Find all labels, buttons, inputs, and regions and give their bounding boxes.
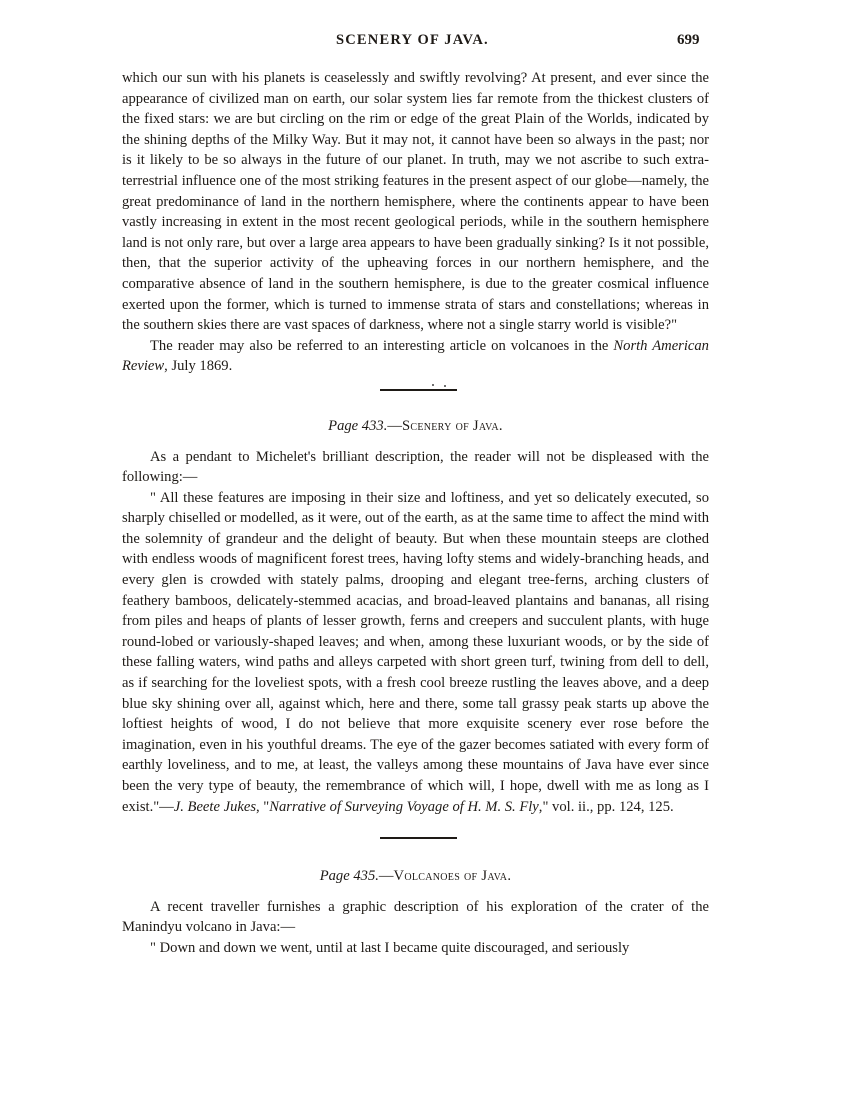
section-heading-volcanoes <box>122 866 709 887</box>
page-number: 699 <box>677 32 700 48</box>
paragraph-quote-start: " Down and down we went, until at last I became quite discouraged, and seriously <box>150 939 630 956</box>
heading-dash: — <box>387 417 402 434</box>
divider-dot <box>444 385 446 387</box>
paragraph-intro: As a pendant to Michelet's brilliant description, the reader will not be displeased with the following:— <box>122 448 709 486</box>
paragraph-continuation: which our sun with his planets is ceaselessly and swiftly revolving? At present, and ever since the appearance of civilized man on earth, our solar system lies far remote from the thickest clusters of the fixed stars: we are but circling on the rim or edge of the great Plain of the Worlds, indicated by the shining depths of the Milky Way. But it may not, it cannot have been so always in the past; nor is it likely to be so always in the future of our planet. In truth, may we not ascribe to such extra-terrestrial influence one of the most striking features in the present aspect of our globe—namely, the great predominance of land in the northern hemisphere, where the continents appear to have been vastly increasing in extent in the most recent geological periods, while in the southern hemisphere land is not only rare, but over a large area appears to have been gradually sinking? Is it not possible, then, that the superior activity of the upheaving forces in our northern hemisphere, and the comparative absence of land in the southern hemisphere, is due to the greater cosmical influence exerted upon the former, which is turned to immense strata of stars and constellations; whereas in the southern skies there are vast spaces of darkness, where not a single starry world is visible?" <box>122 70 709 334</box>
section-page-ref: Page 433. <box>328 417 388 434</box>
quote-work: Narrative of Surveying Voyage of H. M. S. Fly <box>269 798 539 815</box>
journal-title: North American Review <box>122 337 709 375</box>
page-header <box>0 30 850 50</box>
section-title: Volcanoes of Java. <box>393 868 512 885</box>
quote-separator: , " <box>256 798 270 815</box>
paragraph-traveller: A recent traveller furnishes a graphic description of his exploration of the crater of the Manindyu volcano in Java:— <box>122 898 709 936</box>
section-title: Scenery of Java. <box>401 417 503 434</box>
divider-dot <box>432 384 434 386</box>
block-quote <box>122 488 709 818</box>
paragraph-reference <box>122 336 709 377</box>
reference-text: The reader may also be referred to an interesting article on volcanoes in the <box>150 337 609 354</box>
section-divider <box>380 389 457 391</box>
reference-date: , July 1869. <box>164 358 233 375</box>
quote-author: J. Beete Jukes <box>173 798 256 815</box>
section-heading-scenery <box>122 416 709 437</box>
quote-citation: ," vol. ii., pp. 124, 125. <box>538 798 674 815</box>
page-body <box>122 68 709 959</box>
quote-text: " All these features are imposing in their size and loftiness, and yet so delicately executed, so sharply chiselled or modelled, as it were, out of the earth, as at the same time to affect the mind with the solemnity of grandeur and the delight of beauty. But when these mountain steeps are clothed with endless woods of magnificent forest trees, having lofty stems and widely-branching heads, and every glen is crowded with stately palms, drooping and elegant tree-ferns, arching clusters of feathery bamboos, delicately-stemmed acacias, and broad-leaved plantains and bananas, all rising from piles and heaps of plants of lesser growth, ferns and creepers and succulent plants, with huge round-lobed or variously-shaped leaves; and when, among these luxuriant woods, or by the side of these falling waters, wind paths and alleys carpeted with short green turf, twining from dell to dell, as if searching for the loveliest spots, with a fresh cool breeze rustling the leaves above, and a deep blue sky shining over all, against which, here and there, some tall grassy peak starts up above the loftiest heights of wood, I do not believe that more exquisite scenery ever rose before the imagination, even in his youthful dreams. The eye of the gazer becomes satiated with every form of earthly loveliness, and to me, at least, the valleys among these mountains of Java have ever since been the very type of beauty, the remembrance of which will, I hope, dwell with me as long as I exist."— <box>122 489 709 815</box>
heading-dash: — <box>378 868 394 885</box>
section-page-ref: Page 435. <box>319 868 379 885</box>
running-title: SCENERY OF JAVA. <box>336 32 489 48</box>
